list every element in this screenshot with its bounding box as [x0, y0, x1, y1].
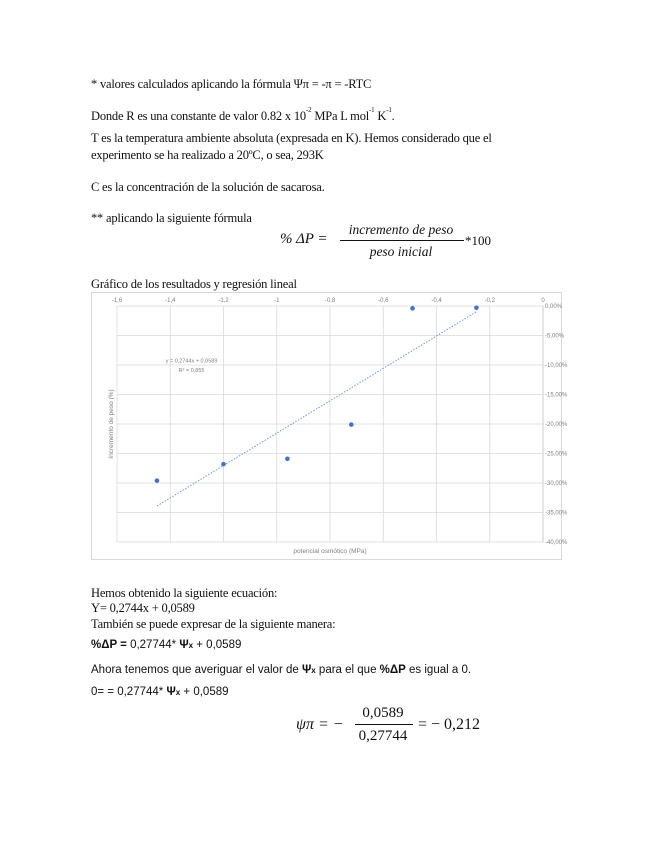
- data-point: [474, 305, 479, 310]
- psi-subscript-2: x: [311, 666, 316, 675]
- formula1-denominator: peso inicial: [369, 244, 433, 259]
- percent-dp-label: %ΔP =: [91, 639, 127, 651]
- formula1-numerator: incremento de peso: [348, 222, 454, 237]
- y-tick-label: -15,00%: [545, 392, 568, 399]
- formula1-tail: *100: [465, 233, 491, 248]
- x-tick-label: -1,2: [218, 298, 229, 304]
- equation-intro: Hemos obtenido la siguiente ecuación:: [91, 586, 278, 600]
- constant-r-text: Donde R es una constante de valor 0.82 x 10: [91, 109, 306, 123]
- exponent-3: -1: [386, 106, 392, 114]
- psi-symbol: Ψ: [179, 639, 189, 651]
- y-tick-label: -20,00%: [545, 422, 568, 428]
- psi-symbol-3: Ψ: [166, 686, 176, 698]
- slope-text: 0,27744*: [126, 639, 180, 651]
- psi-subscript: x: [188, 641, 194, 650]
- weight-formula-intro: ** aplicando la siguiente fórmula: [91, 211, 252, 225]
- formula2-lhs: ψπ = −: [296, 716, 344, 733]
- formula-note: [91, 77, 371, 92]
- data-point: [155, 478, 160, 483]
- regression-equation: Y= 0,2744x + 0,0589: [91, 601, 195, 615]
- find-psi-sentence: [91, 664, 471, 676]
- x-tick-label: -0,8: [324, 298, 336, 304]
- y-tick-label: -30,00%: [545, 481, 568, 487]
- zero-equation: [91, 686, 229, 698]
- x-tick-label: -1,6: [111, 298, 123, 304]
- x-axis-title: potencial osmótico (MPa): [293, 548, 367, 555]
- intercept-text: + 0,0589: [193, 639, 242, 651]
- find-psi-text-a: Ahora tenemos que averiguar el valor de: [91, 664, 302, 676]
- unit-text-1: MPa L mol: [311, 109, 370, 123]
- psi-symbol-2: Ψ: [301, 664, 312, 676]
- x-tick-label: -0,4: [431, 298, 442, 304]
- unit-text-2: K: [374, 109, 387, 123]
- temperature-paragraph-line2: experimento se ha realizado a 20ºC, o sea, 293K: [91, 148, 324, 162]
- x-tick-label: 0: [541, 298, 545, 304]
- data-point: [349, 422, 354, 427]
- exponent-1: -2: [305, 106, 312, 114]
- data-point: [221, 462, 226, 467]
- exponent-2: -1: [369, 106, 375, 114]
- formula2-denominator: 0,27744: [358, 728, 408, 744]
- zero-equation-text-a: 0= = 0,27744*: [91, 686, 167, 698]
- data-point: [410, 306, 415, 311]
- find-psi-text-b: para el que: [315, 664, 380, 676]
- x-tick-label: -0,6: [378, 298, 389, 304]
- percent-dp-equation: [91, 639, 241, 651]
- x-tick-label: -1: [274, 298, 280, 304]
- data-point: [285, 457, 290, 462]
- find-psi-text-c: es igual a 0.: [405, 664, 472, 676]
- constant-r-paragraph: [91, 106, 395, 124]
- x-tick-label: -0,2: [484, 298, 495, 304]
- y-tick-label: -40,00%: [545, 540, 568, 546]
- r-squared-label: R² = 0,855: [178, 368, 205, 375]
- chart-frame: [92, 293, 562, 560]
- formula2-numerator: 0,0589: [362, 705, 404, 721]
- y-tick-label: -10,00%: [545, 363, 568, 369]
- chart-svg: [91, 292, 568, 560]
- y-tick-label: -35,00%: [545, 510, 568, 517]
- formula1-fraction-bar: [340, 240, 464, 241]
- y-tick-label: -25,00%: [545, 451, 568, 458]
- y-axis-title: Incremento de peso (%): [108, 389, 115, 459]
- temperature-paragraph-line1: T es la temperatura ambiente absoluta (expresada en K). Hemos considerado que el: [91, 131, 492, 145]
- formula2-fraction-bar: [355, 724, 413, 725]
- y-tick-label: 0,00%: [545, 304, 563, 310]
- zero-equation-text-b: + 0,0589: [180, 686, 229, 698]
- formula2-rhs: = − 0,212: [418, 716, 481, 733]
- regression-chart: [91, 292, 568, 560]
- chart-heading: Gráfico de los resultados y regresión lineal: [91, 277, 297, 291]
- percent-dp-label-2: %ΔP: [379, 664, 406, 676]
- period: .: [391, 109, 395, 123]
- x-tick-label: -1,4: [165, 298, 176, 304]
- formula-note-text: * valores calculados aplicando la fórmula Ψπ = -π = -RTC: [91, 77, 372, 91]
- psi-subscript-3: x: [175, 688, 181, 697]
- concentration-paragraph: C es la concentración de la solución de sacarosa.: [91, 180, 325, 194]
- y-tick-label: -5,00%: [545, 333, 565, 340]
- trendline-equation: y = 0,2744x + 0,0589: [165, 358, 218, 365]
- alternate-expression-intro: También se puede expresar de la siguiente manera:: [91, 617, 336, 631]
- formula1-lhs: % ΔP =: [280, 231, 328, 247]
